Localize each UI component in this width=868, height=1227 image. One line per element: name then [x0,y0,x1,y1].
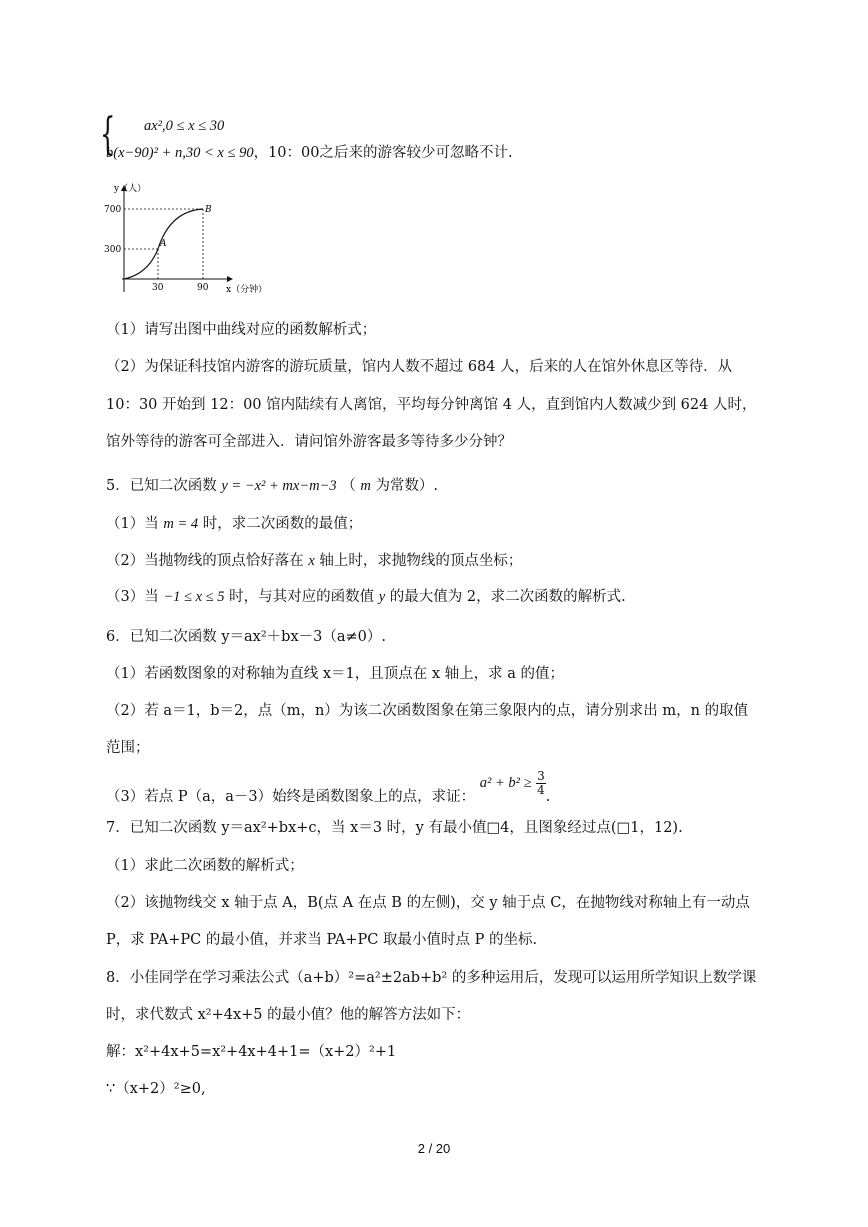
x-axis-label: x（分钟） [226,285,268,295]
q5-p2-x: x [308,553,315,569]
q5-part1 [106,512,362,533]
q5-stem-mid: （ [341,478,356,494]
q5-stem [106,474,438,495]
q6-part3 [106,769,551,806]
q5-part2 [106,549,522,570]
q6-part1: （1）若函数图象的对称轴为直线 x＝1，且顶点在 x 轴上，求 a 的值； [106,666,564,682]
x-tick-30: 30 [152,283,164,293]
q6-stem: 6．已知二次函数 y＝ax²＋bx－3（a≠0）. [106,629,386,645]
q5-p1-post: 时，求二次函数的最值； [202,516,363,532]
q4-part1: （1）请写出图中曲线对应的函数解析式； [106,322,377,338]
q5-p3-expr: −1 ≤ x ≤ 5 [163,589,225,605]
q4-part2-line1: （2）为保证科技馆内游客的游玩质量，馆内人数不超过 684 人，后来的人在馆外休息区等待．从 [106,359,733,375]
point-b-label: B [205,205,212,215]
q4-part2-line2: 10：30 开始到 12：00 馆内陆续有人离馆，平均每分钟离馆 4 人，直到馆内人数减少到 624 人时， [106,397,757,413]
page-number: 2 / 20 [417,1141,451,1156]
q7-part2-line2: P，求 PA+PC 的最小值，并求当 PA+PC 取最小值时点 P 的坐标. [106,932,538,948]
q4-part2-line3: 馆外等待的游客可全部进入．请问馆外游客最多等待多少分钟？ [106,434,512,450]
q8-stem-line1: 8．小佳同学在学习乘法公式（a+b）²=a²±2ab+b² 的多种运用后，发现可以运用所学知识上数学课 [106,970,757,986]
q5-part3 [106,585,626,606]
q5-p3-pre: （3）当 [106,589,159,605]
q6-p3-fraction [536,770,546,796]
system-top: ax²,0 ≤ x ≤ 30 [144,118,225,134]
q5-stem-m: m [360,478,371,494]
function-graph [98,180,268,300]
q7-part1: （1）求此二次函数的解析式； [106,858,304,874]
q6-p3-den: 4 [537,782,545,797]
q5-stem-post: 为常数）. [375,478,439,494]
y-tick-700: 700 [104,205,122,215]
q8-solution-line2: ∵（x+2）²≥0, [106,1081,206,1097]
y-axis-label: y（人） [114,184,147,194]
q5-stem-expr: y = −x² + mx−m−3 [221,478,337,494]
q5-stem-pre: 5．已知二次函数 [106,478,217,494]
q5-p2-post: 轴上时，求抛物线的顶点坐标； [319,553,523,569]
x-tick-90: 90 [197,283,209,293]
q7-stem: 7．已知二次函数 y＝ax²+bx+c，当 x＝3 时，y 有最小值□4，且图象经过点(□1，12). [106,820,683,836]
q5-p2-pre: （2）当抛物线的顶点恰好落在 [106,553,304,569]
q6-p3-post: . [545,789,551,806]
q8-solution-line1: 解：x²+4x+5=x²+4x+4+1=（x+2）²+1 [106,1044,397,1060]
q6-p3-pre: （3）若点 P（a，a－3）始终是函数图象上的点，求证： [106,789,476,806]
y-tick-300: 300 [104,245,122,255]
system-bottom: b(x−90)² + n,30 < x ≤ 90 [106,145,254,161]
q6-part2-line1: （2）若 a＝1，b＝2，点（m，n）为该二次函数图象在第三象限内的点，请分别求出 m，n 的取值 [106,703,749,719]
system-suffix: ，10：00之后来的游客较少可忽略不计. [253,145,513,161]
q5-p1-pre: （1）当 [106,516,159,532]
q6-p3-num: 3 [537,769,545,783]
q5-p1-expr: m = 4 [163,516,199,532]
brace: { [100,109,116,160]
q6-part2-line2: 范围； [106,740,150,756]
system-bottom-line [106,141,513,162]
q8-stem-line2: 时，求代数式 x²+4x+5 的最小值？他的解答方法如下： [106,1007,471,1023]
q7-part2-line1: （2）该抛物线交 x 轴于点 A，B(点 A 在点 B 的左侧)，交 y 轴于点 C，在抛物线对称轴上有一动点 [106,895,750,911]
q5-p3-post: 的最大值为 2，求二次函数的解析式. [389,589,626,605]
q5-p3-mid: 时，与其对应的函数值 [229,589,375,605]
point-a-label: A [160,239,167,249]
q6-p3-expr: a² + b² ≥ [479,775,532,792]
q5-p3-y: y [378,589,386,605]
